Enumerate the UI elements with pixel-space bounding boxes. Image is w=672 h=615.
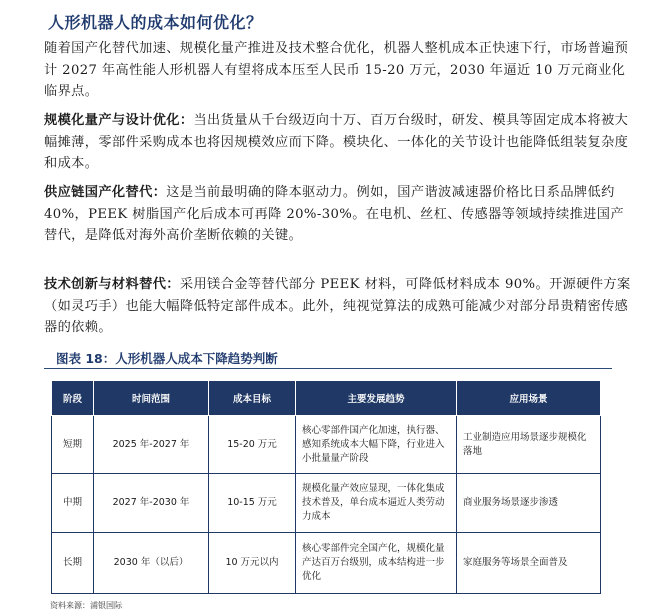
header-application: 应用场景 (457, 381, 601, 416)
table-row (52, 474, 601, 533)
cell-stage: 中期 (52, 474, 94, 533)
paragraph-scale-production (44, 110, 634, 175)
cell-application: 工业制造应用场景逐步规模化落地 (457, 416, 601, 474)
cell-cost-target: 15-20 万元 (209, 416, 296, 474)
table-row (52, 533, 601, 594)
table-row (52, 416, 601, 474)
header-time-range: 时间范围 (94, 381, 209, 416)
cell-stage: 长期 (52, 533, 94, 594)
cell-cost-target: 10-15 万元 (209, 474, 296, 533)
figure-source: 资料来源：浦银国际 (50, 601, 122, 610)
cell-time-range: 2025 年-2027 年 (94, 416, 209, 474)
header-stage: 阶段 (52, 381, 94, 416)
header-cost-target: 成本目标 (209, 381, 296, 416)
cell-main-trend: 核心零部件完全国产化，规模化量产达百万台级别，成本结构进一步优化 (296, 533, 457, 594)
cell-main-trend: 规模化量产效应显现，一体化集成技术普及，单台成本逼近人类劳动力成本 (296, 474, 457, 533)
cell-time-range: 2027 年-2030 年 (94, 474, 209, 533)
intro-paragraph: 随着国产化替代加速、规模化量产推进及技术整合优化，机器人整机成本正快速下行，市场普遍预计 2027 年高性能人形机器人有望将成本压至人民币 15-20 万元，2030 年逼近 10 万元商业化临界点。 (44, 41, 629, 99)
paragraph-body: 采用镁合金等替代部分 PEEK 材料，可降低材料成本 90%。开源硬件方案（如灵巧手）也能大幅降低特定部件成本。此外，纯视觉算法的成熟可能减少对部分昂贵精密传感器的依赖。 (44, 277, 631, 335)
table-header-row (52, 381, 601, 416)
paragraph-lead: 供应链国产化替代： (44, 185, 167, 200)
cell-application: 家庭服务等场景全面普及 (457, 533, 601, 594)
header-main-trend: 主要发展趋势 (296, 381, 457, 416)
paragraph-body: 这是当前最明确的降本驱动力。例如，国产谐波减速器价格比日系品牌低约 40%，PEEK 树脂国产化后成本可再降 20%-30%。在电机、丝杠、传感器等领域持续推进国产替代，是降低对海外高价垄断依赖的关键。 (44, 185, 624, 243)
paragraph-lead: 规模化量产与设计优化： (44, 113, 194, 128)
paragraph-supply-chain (44, 182, 634, 247)
figure-title: 图表 18：人形机器人成本下降趋势判断 (56, 351, 278, 366)
cell-time-range: 2030 年（以后） (94, 533, 209, 594)
section-heading: 人形机器人的成本如何优化？ (48, 13, 263, 32)
paragraph-body: 当出货量从千台级迈向十万、百万台级时，研发、模具等固定成本将被大幅摊薄，零部件采购成本也将因规模效应而下降。模块化、一体化的关节设计也能降低组装复杂度和成本。 (44, 113, 629, 171)
cell-stage: 短期 (52, 416, 94, 474)
cell-cost-target: 10 万元以内 (209, 533, 296, 594)
cell-application: 商业服务场景逐步渗透 (457, 474, 601, 533)
paragraph-lead: 技术创新与材料替代： (44, 277, 180, 292)
cost-trend-table (51, 380, 601, 594)
paragraph-tech-innovation (44, 274, 634, 339)
figure-divider (44, 368, 612, 369)
cell-main-trend: 核心零部件国产化加速，执行器、感知系统成本大幅下降，行业进入小批量量产阶段 (296, 416, 457, 474)
